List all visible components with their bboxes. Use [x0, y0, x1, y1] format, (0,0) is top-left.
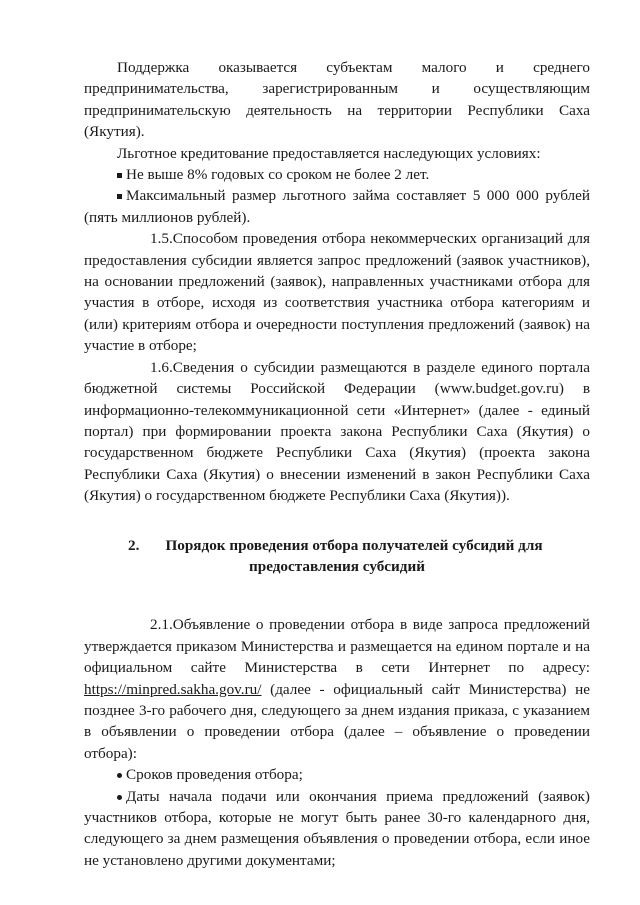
clause-text: Способом проведения отбора некоммерческих организаций для предоставления субсидии является запрос предложений (заявок участников), на основании предложений (заявок), направленных участниками отбора для участия в отборе, исходя из соответствия участника отбора категориям и (или) критериям отбора и очередности поступления предложений (заявок) на участие в отборе;	[84, 230, 590, 355]
clause-number: 1.5.	[150, 230, 173, 248]
clause-2-1	[84, 614, 590, 764]
clause-1-5	[84, 228, 590, 356]
clause-text: Объявление о проведении отбора в виде запроса предложений утверждается приказом Министерства и размещается на едином портале и на официальном сайте Министерства в сети Интернет по адресу:	[84, 616, 590, 677]
conditions-intro: Льготное кредитование предоставляется наследующих условиях:	[117, 144, 541, 162]
clause-1-6	[84, 357, 590, 507]
condition-item-1	[84, 164, 590, 185]
square-bullet-icon	[117, 173, 122, 178]
round-bullet-icon	[117, 773, 122, 778]
condition-text-1: Не выше 8% годовых со сроком не более 2 лет.	[126, 166, 430, 184]
bullet-text-2: Даты начала подачи или окончания приема предложений (заявок) участников отбора, которые не могут быть ранее 30-го календарного дня, следующего за днем размещения объявления о проведении отбора, если иное не установлено другими документами;	[84, 787, 590, 869]
condition-text-2: Максимальный размер льготного займа составляет 5 000 000 рублей (пять миллионов рублей).	[84, 187, 590, 226]
clause-number: 1.6.	[150, 358, 173, 376]
section-heading	[84, 535, 590, 578]
section-title-line1: Порядок проведения отбора получателей субсидий для	[165, 536, 543, 554]
spacer	[84, 577, 590, 614]
bullet-item-2	[84, 786, 590, 872]
section-title-line2: предоставления субсидий	[249, 557, 425, 575]
bullet-item-1	[84, 764, 590, 785]
section-number: 2.	[128, 536, 140, 554]
intro-paragraph: Поддержка оказывается субъектам малого и среднего предпринимательства, зарегистрированным и осуществляющим предпринимательскую деятельность на территории Республики Саха (Якутия).	[84, 59, 590, 141]
clause-number: 2.1.	[150, 616, 173, 634]
bullet-text-1: Сроков проведения отбора;	[126, 766, 303, 784]
ministry-website-link[interactable]: https://minpred.sakha.gov.ru/	[84, 680, 262, 698]
document-page	[84, 57, 590, 871]
clause-text: Сведения о субсидии размещаются в разделе единого портала бюджетной системы Российской Федерации (www.budget.gov.ru) в информационно-телекоммуникационной сети «Интернет» (далее - единый портал) при формировании проекта закона Республики Саха (Якутия) о государственном бюджете Республики Саха (Якутия) (проекта закона Республики Саха (Якутия) о внесении изменений в закон Республики Саха (Якутия) о государственном бюджете Республики Саха (Якутия)).	[84, 358, 590, 505]
clause-text-continued: (далее - официальный сайт Министерства) не позднее 3-го рабочего дня, следующего за днем издания приказа, с указанием в объявлении о проведении отбора (далее – объявление о проведении отбора):	[84, 680, 590, 762]
condition-item-2	[84, 185, 590, 228]
square-bullet-icon	[117, 194, 122, 199]
round-bullet-icon	[117, 795, 122, 800]
